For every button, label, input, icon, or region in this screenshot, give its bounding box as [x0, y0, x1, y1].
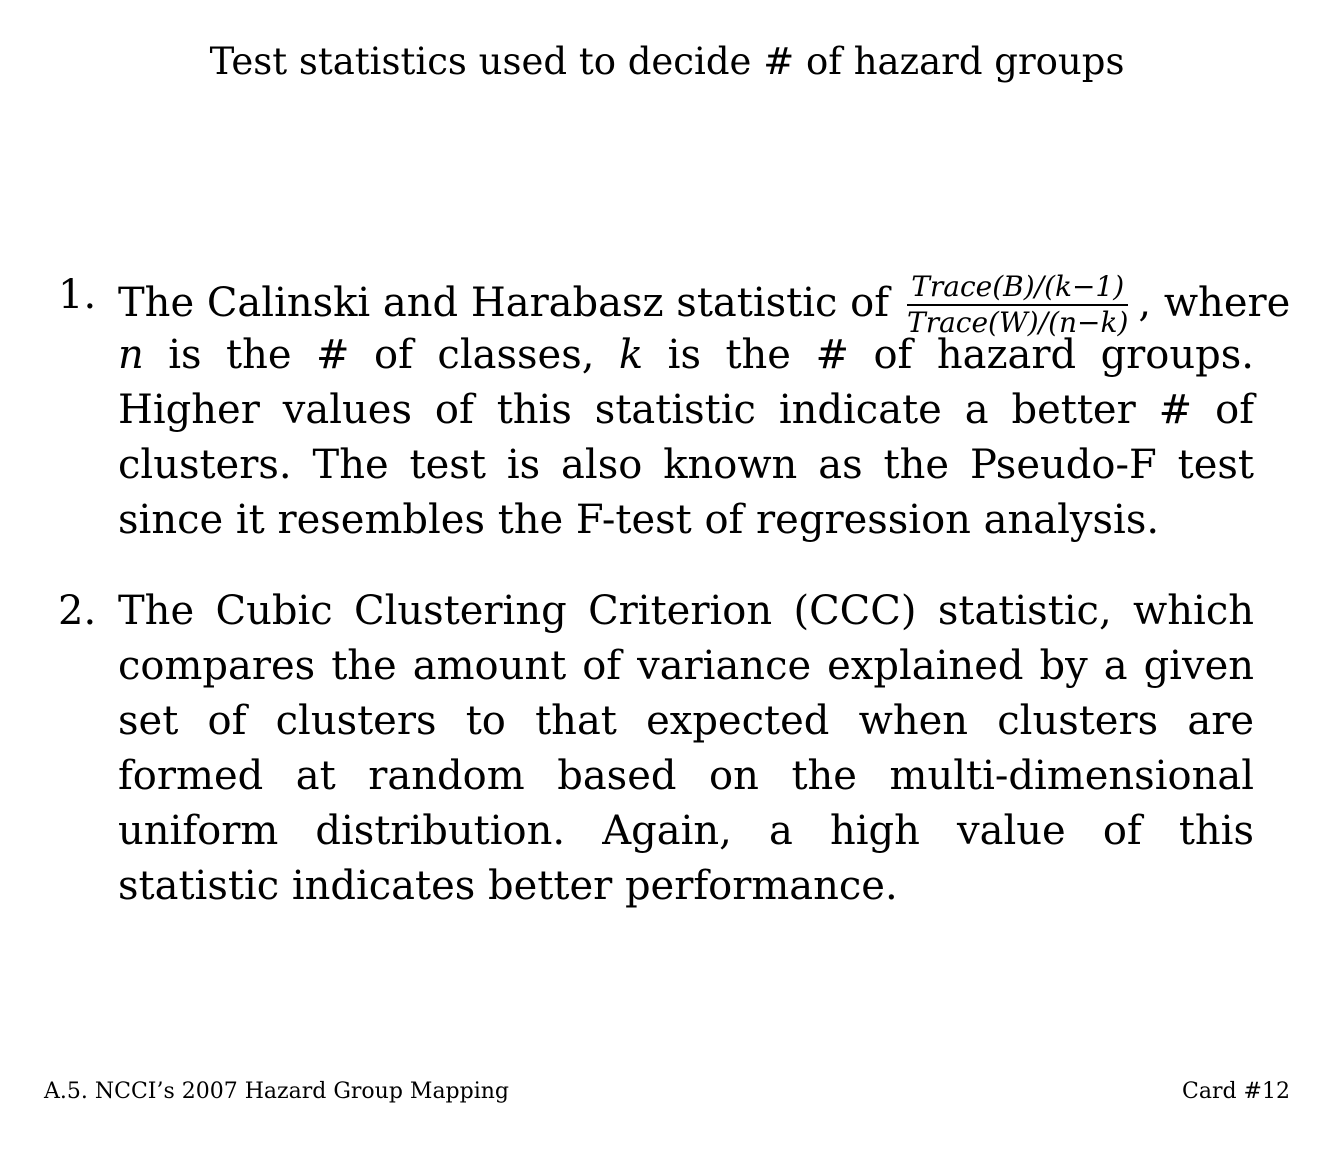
- item-body-text: [118, 328, 1254, 548]
- item-text-a: is the # of classes,: [143, 332, 619, 378]
- variable-n: n: [118, 332, 144, 378]
- statistics-list: [58, 268, 1291, 914]
- variable-k: k: [618, 332, 644, 378]
- item-lead-text: The Calinski and Harabasz statistic of: [118, 279, 890, 326]
- list-item-calinski-harabasz: [58, 268, 1291, 548]
- page-title: Test statistics used to decide # of hazard groups: [209, 40, 1125, 83]
- item-number: 2.: [58, 588, 97, 634]
- item-text-b: is the # of hazard groups. Higher values of this statistic indicate a better # of clusters. The test is also known as the Pseudo-F test since it resembles the F-test of regression analysis.: [118, 332, 1254, 543]
- item-body-text: The Cubic Clustering Criterion (CCC) statistic, which compares the amount of variance explained by a given set of clusters to that expected when clusters are formed at random based on the multi-dimensional uniform distribution. Again, a high value of this statistic indicates better performance.: [118, 588, 1254, 909]
- item-number: 1.: [58, 272, 97, 318]
- footer-section-label: A.5. NCCI’s 2007 Hazard Group Mapping: [44, 1079, 510, 1104]
- formula-denominator: Trace(W)/(n−k): [907, 306, 1129, 339]
- list-item-ccc: [58, 584, 1254, 914]
- after-formula-text: , where: [1138, 279, 1291, 326]
- formula-numerator: Trace(B)/(k−1): [907, 272, 1128, 306]
- ch-formula-fraction: [903, 272, 1132, 338]
- footer-card-number: Card #12: [1182, 1079, 1290, 1104]
